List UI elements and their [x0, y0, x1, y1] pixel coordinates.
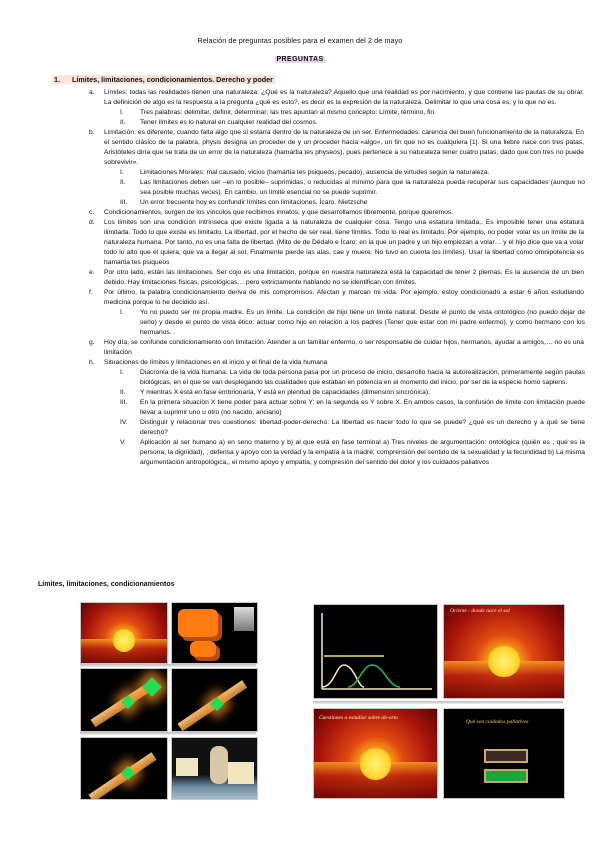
sub-item — [120, 388, 585, 398]
item-label: d. — [89, 219, 95, 226]
sub-item — [120, 438, 585, 468]
section-1-heading — [52, 75, 275, 84]
sub-item-text: Limitaciones Morales: mal causado, vicios (hamartia tes psiqueos, pecado), ausencia de virtudes según la naturaleza. — [140, 169, 490, 176]
slide-cuestiones-aborto — [313, 708, 438, 799]
sub-item — [120, 368, 585, 388]
sub-item-text: Distinguir y relacionar tres cuestiones: libertad-poder-derecho: La libertad es hacer todo lo que se puede? ¿qué es un derecho y a qué se tiene derecho? — [140, 419, 585, 436]
section-1-number: 1. — [54, 75, 60, 84]
sub-item — [120, 308, 585, 338]
divider — [80, 664, 256, 667]
box-shape — [484, 749, 528, 763]
slide-curve-chart — [313, 604, 438, 699]
item-label: a. — [89, 89, 95, 96]
sub-item-label: II. — [120, 389, 126, 396]
sub-item-label: V. — [120, 439, 126, 446]
slide-rod-gem-2 — [171, 668, 258, 732]
sub-item-text: En la primera situación X tiene poder para actuar sobre Y; en la segunda es Y sobre X. En ambos casos, la confusión de límite con limitación puede llevar a suprimir uno u otro (no nacido, anciano) — [140, 399, 585, 416]
sub-item — [120, 118, 585, 128]
sub-item — [120, 398, 585, 418]
sub-item-label: I. — [120, 109, 124, 116]
item-text: Condicionamientos, surgen de los vínculos que recibimos innatos, y que desarrollamos libremente, porque queremos. — [104, 209, 454, 216]
slide-sunset-text — [443, 604, 565, 699]
question-item — [89, 88, 584, 108]
slide-rod-gem-1 — [80, 668, 168, 732]
question-item — [89, 218, 584, 268]
slide-text: Qué son cuidados paliativos — [466, 719, 529, 725]
slide-rod-gem-3 — [80, 737, 168, 800]
sun-shape — [488, 646, 519, 677]
document-title: Relación de preguntas posibles para el examen del 2 de mayo — [197, 36, 403, 45]
item-label: c. — [89, 209, 95, 216]
item-text: Límites: todas las realidades tienen una naturaleza: ¿Qué es la naturaleza? Aquello que una realidad es por nacimiento, y que contiene las pautas de su obrar. La definición de algo es la respuesta a la pregunta ¿qué es esto?, es decir es la expresión de la naturaleza. Delimitar lo que una cosa es, y lo que no es. — [104, 89, 584, 106]
item-label: e. — [89, 269, 95, 276]
slide-sunset-title — [80, 602, 168, 664]
item-text: Situaciones de límites y limitaciones en el inicio y el final de la vida humana — [104, 359, 328, 366]
divider — [313, 701, 563, 704]
sub-item-label: I. — [120, 369, 124, 376]
orange-box — [178, 609, 218, 637]
item-label: b. — [89, 129, 95, 136]
slide-text: Cuestiones a estudiar sobre ab-orto — [319, 715, 398, 721]
sub-item — [120, 168, 585, 178]
sub-item-text: Aplicación al ser humano a) en seno materno y b) al que está en fase terminal a) Tres niveles de argumentación: ontológica (quién es , qué es la persona, la dignidad), ; defensa y apoyo con la verdad y la empatía a la madre; comprensión del sentido de la sexualidad y la fecundidad b) La misma argumentación antropológica,, el mismo apoyo y empatía, y compresión del sentido del dolor y los cuidados paliativos — [140, 439, 585, 466]
slide-cuidados-paliativos — [443, 708, 565, 799]
sub-item-label: II. — [120, 179, 126, 186]
box-shape — [484, 769, 528, 783]
sub-item-text: Un error frecuente hoy es confundir límites con limitaciones. Ícaro. Nietzsche — [140, 199, 368, 206]
item-label: h. — [89, 359, 95, 366]
sub-item-text: Tres palabras: delimitar, definir, determinar; las tres apuntan al mismo concepto: Límite, término, fin. — [140, 109, 436, 116]
slides-caption: Límites, limitaciones, condicionamientos — [38, 581, 175, 588]
sub-item-text: Las limitaciones deben ser –en lo posible– suprimidas, o reducidas al mínimo para que la naturaleza pueda recuperar sus capacidades (aunque no sea posible muchas veces). En cambio, un límite esencial no se puede suprimir. — [140, 179, 585, 196]
item-text: Por otro lado, están las limitaciones. Ser cojo es una limitación, porque en nuestra naturaleza está la capacidad de tener 2 piernas. Es la ausencia de un bien debido. Hay limitaciones físicas, psicológicas… pero extrictamente hablando no se identifican con límites. — [104, 269, 584, 286]
item-text: Limitación: es diferente, cuando falta algo que sí estaría dentro de la naturaleza de un ser. Enfermedades: carencia del buen funcionamiento de la naturaleza. En el sentido clásico de la palabra, physis designa un proceder de y un proceder hacia «algo», un fin que no es cualquiera [1]. Si una liebre nace con tres patas, Aristóteles diría que se trata de un error de la naturaleza (hamartia tes physeos), pues pertenece a su naturaleza tener cuatro patas, dado que con tres no puede sobrevivir». — [104, 129, 584, 166]
sub-item-text: Yo no puedo ser mi propia madre. Es un límite. La condición de hijo tiene un límite natural. Desde el punto de vista ontológico (no puedo dejar de serlo) y desde el punto de vista ético: actuar como hijo en relación a los padres (Tener que estar con mi padre enfermo), y como hermano con los hermanos. . — [140, 309, 585, 336]
slide-text: Oriente : donde nace el sol — [450, 608, 510, 614]
divider — [80, 732, 256, 735]
sub-item-label: II. — [120, 119, 126, 126]
section-heading-wrapper — [0, 56, 600, 63]
sub-item-text: Tener límites es lo natural en cualquier realidad del cosmos. — [140, 119, 318, 126]
question-list — [0, 88, 600, 468]
question-item — [89, 338, 584, 358]
question-item — [89, 358, 584, 368]
sub-item — [120, 418, 585, 438]
section-1-title: Límites, limitaciones, condicionamientos. Derecho y poder — [72, 75, 273, 84]
astronaut-figure — [210, 746, 228, 784]
sub-item — [120, 178, 585, 198]
curve-chart-graphic — [314, 605, 437, 698]
sun-shape — [113, 629, 135, 651]
sub-item-text: Diacronía de la vida humana. La vida de toda persona pasa por un proceso de inicio, desarrollo hacia la autorealización, primeramente según pautas biológicas, en el que se van desplegando las cualidades que estaban en potencia en el momento del inicio, por ser de la especie homo sapiens. — [140, 369, 585, 386]
question-item — [89, 268, 584, 288]
sub-item-text: Y mientras X está en fase embrionaria, Y está en plenitud de capacidades (dimensión sincrónica). — [140, 389, 430, 396]
sub-item — [120, 198, 585, 208]
sub-item-label: IV. — [120, 419, 128, 426]
portrait-photo — [234, 607, 254, 631]
slide-astronaut — [171, 737, 258, 800]
sub-item-label: I. — [120, 169, 124, 176]
sub-item-label: III. — [120, 199, 128, 206]
section-heading: PREGUNTAS — [276, 56, 324, 63]
sub-item-label: I. — [120, 309, 124, 316]
item-label: g. — [89, 339, 95, 346]
item-text: Los límites son una condición intrínseca que existe ligada a la naturaleza de cualquier cosa. Tengo una estatura limitada,. Es imposible tener una estatura ilimitada. Todo lo que existe es limitado. La libertad, por el hecho de ser real, tiene límites. Todo lo real es limitado. Por ejemplo, no poder volar es un límite de la naturaleza humana. Por tanto, no es una falta de libertad. (Mito de de Dédalo e Ícaro: en la que un padre y un hijo empiezan a volar… y el hijo dice que va a volar todo lo alto que él quiera, que va a llegar al sol. Finalmente pierde las alas, cae y muere. No tuvo en cuenta los límites). Usar la libertad como omnipotencia es hamartia tes psiqueos — [104, 219, 584, 266]
orange-box — [190, 641, 216, 657]
slide-orange-boxes-portrait — [171, 602, 258, 664]
rod-shape — [88, 752, 156, 800]
question-item — [89, 128, 584, 168]
question-item — [89, 208, 584, 218]
question-item — [89, 288, 584, 308]
item-text: Por último, la palabra condicionamiento deriva de mis compromisos. Afectan y marcan mi vida. Por ejemplo, estoy condicionado a estar 6 años estudiando medicina porque lo he decidido así. — [104, 289, 584, 306]
item-text: Hoy día, se confunde condicionamiento con limitación. Atender a un familiar enfermo, o ser responsable de cuidar hijos, hermanos, ayudar a amigos,… no es una limitación — [104, 339, 584, 356]
text-card — [228, 762, 254, 784]
sub-item-label: III. — [120, 399, 128, 406]
text-card — [176, 758, 198, 776]
sub-item — [120, 108, 585, 118]
item-label: f. — [89, 289, 93, 296]
